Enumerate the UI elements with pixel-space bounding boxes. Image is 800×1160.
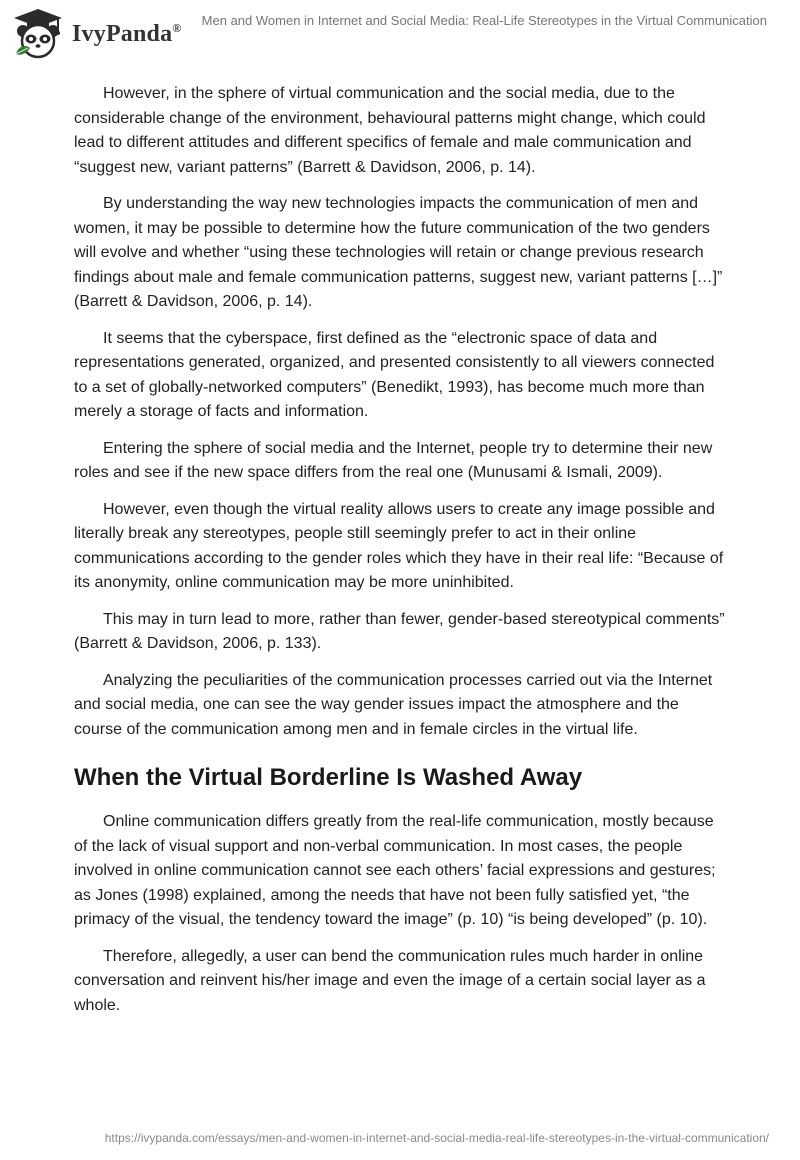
paragraph: However, even though the virtual reality allows users to create any image possible and literally break any stereotypes, people still seemingly prefer to act in their online communications according to the gender roles which they have in their real life: “Because of its anonymity, online communication may be more uninhibited. (74, 500, 724, 591)
paragraph: It seems that the cyberspace, first defined as the “electronic space of data and representations generated, organized, and presented consistently to all viewers connected to a set of globally-networked computers” (Benedikt, 1993), has become much more than merely a storage of facts and information. (74, 329, 715, 420)
page-header (0, 0, 800, 70)
paragraph: Entering the sphere of social media and the Internet, people try to determine their new roles and see if the new space differs from the real one (Munusami & Ismali, 2009). (74, 439, 713, 481)
paragraph: Online communication differs greatly from the real-life communication, mostly because of the lack of visual support and non-verbal communication. In most cases, the people involved in online communication cannot see each others’ facial expressions and gestures; as Jones (1998) explained, among the needs that have not been fully satisfied yet, “the primacy of the visual, the tendency toward the image” (p. 10) “is being developed” (p. 10). (74, 813, 716, 928)
article-body (74, 82, 728, 1030)
logo-wordmark: IvyPanda® (72, 20, 182, 47)
footer-url[interactable]: https://ivypanda.com/essays/men-and-women-in-internet-and-social-media-real-life-stereotypes-in-the-virtual-communication/ (104, 1131, 769, 1145)
paragraph: By understanding the way new technologies impacts the communication of men and women, it may be possible to determine how the future communication of the two genders will evolve and whether “using these technologies will retain or change previous research findings about male and female communication patterns, suggest new, variant patterns […]” (Barrett & Davidson, 2006, p. 14). (74, 195, 723, 310)
section-heading: When the Virtual Borderline Is Washed Away (74, 764, 583, 791)
panda-graduate-icon (10, 6, 66, 62)
paragraph: Therefore, allegedly, a user can bend the communication rules much harder in online conversation and reinvent his/her image and even the image of a certain social layer as a whole. (74, 947, 706, 1014)
paragraph: Analyzing the peculiarities of the communication processes carried out via the Internet and social media, one can see the way gender issues impact the atmosphere and the course of the communication among men and in female circles in the virtual life. (74, 671, 713, 738)
paragraph: This may in turn lead to more, rather than fewer, gender-based stereotypical comments” (Barrett & Davidson, 2006, p. 133). (74, 610, 725, 652)
document-title: Men and Women in Internet and Social Media: Real-Life Stereotypes in the Virtual Communication (201, 13, 767, 28)
ivypanda-logo[interactable] (10, 6, 181, 62)
paragraph: However, in the sphere of virtual communication and the social media, due to the considerable change of the environment, behavioural patterns might change, which could lead to different attitudes and different specifics of female and male communication and “suggest new, variant patterns” (Barrett & Davidson, 2006, p. 14). (74, 85, 706, 176)
